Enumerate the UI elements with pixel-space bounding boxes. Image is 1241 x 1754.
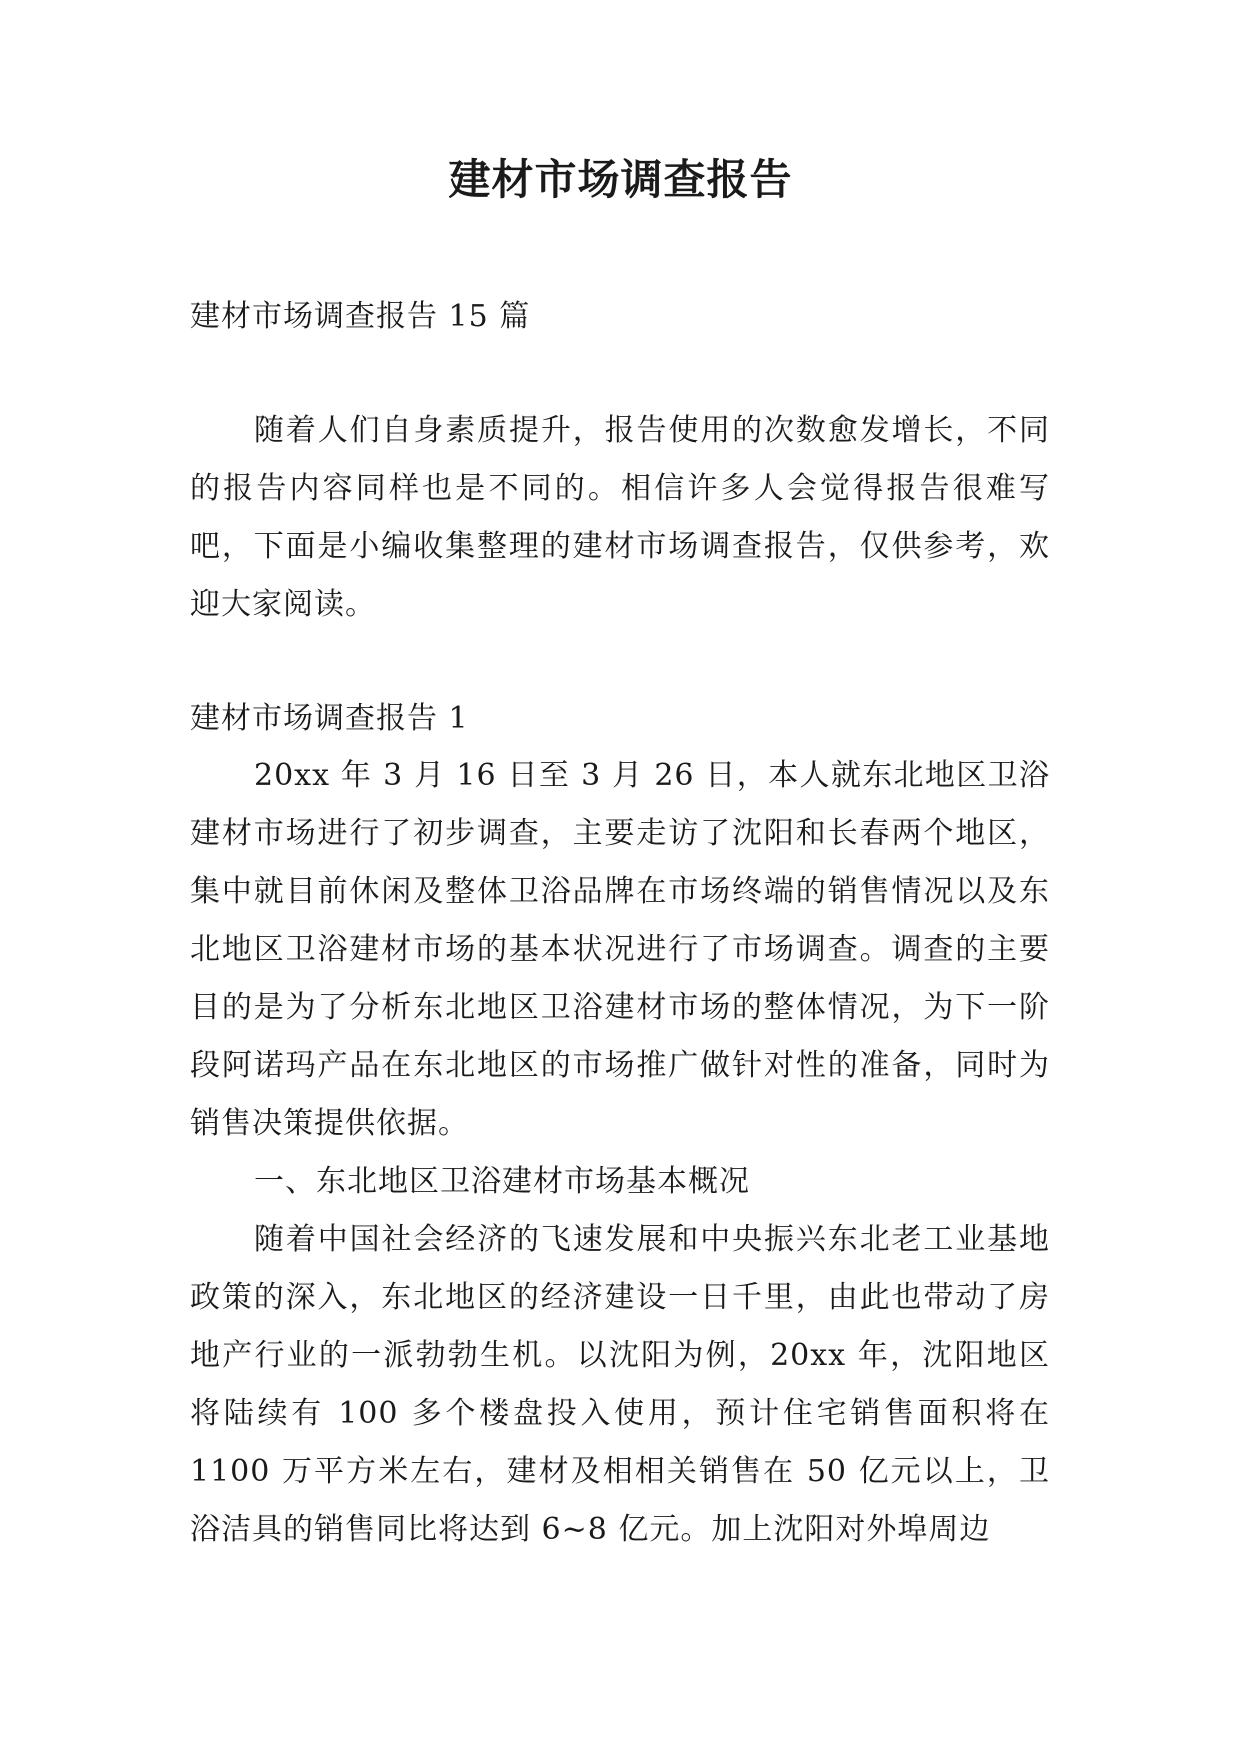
section-heading: 一、东北地区卫浴建材市场基本概况	[254, 1164, 750, 1199]
document-subtitle: 建材市场调查报告 15 篇	[190, 299, 531, 334]
body-paragraph: 20xx 年 3 月 16 日至 3 月 26 日，本人就东北地区卫浴建材市场进行了初步调查，主要走访了沈阳和长春两个地区，集中就目前休闲及整体卫浴品牌在市场终端的销售情况以及东北地区卫浴建材市场的基本状况进行了市场调查。调查的主要目的是为了分析东北地区卫浴建材市场的整体情况，为下一阶段阿诺玛产品在东北地区的市场推广做针对性的准备，同时为销售决策提供依据。	[190, 758, 1050, 1141]
body-paragraph: 随着中国社会经济的飞速发展和中央振兴东北老工业基地政策的深入，东北地区的经济建设一日千里，由此也带动了房地产行业的一派勃勃生机。以沈阳为例，20xx 年，沈阳地区将陆续有 100 多个楼盘投入使用，预计住宅销售面积将在 1100 万平方米左右，建材及相相关销售在 50 亿元以上，卫浴洁具的销售同比将达到 6~8 亿元。加上沈阳对外埠周边	[190, 1222, 1050, 1547]
document-title: 建材市场调查报告	[448, 155, 793, 204]
section-title: 建材市场调查报告 1	[190, 701, 469, 736]
section-content	[190, 747, 1050, 1559]
intro-paragraph: 随着人们自身素质提升，报告使用的次数愈发增长，不同的报告内容同样也是不同的。相信许多人会觉得报告很难写吧，下面是小编收集整理的建材市场调查报告，仅供参考，欢迎大家阅读。	[190, 413, 1050, 622]
